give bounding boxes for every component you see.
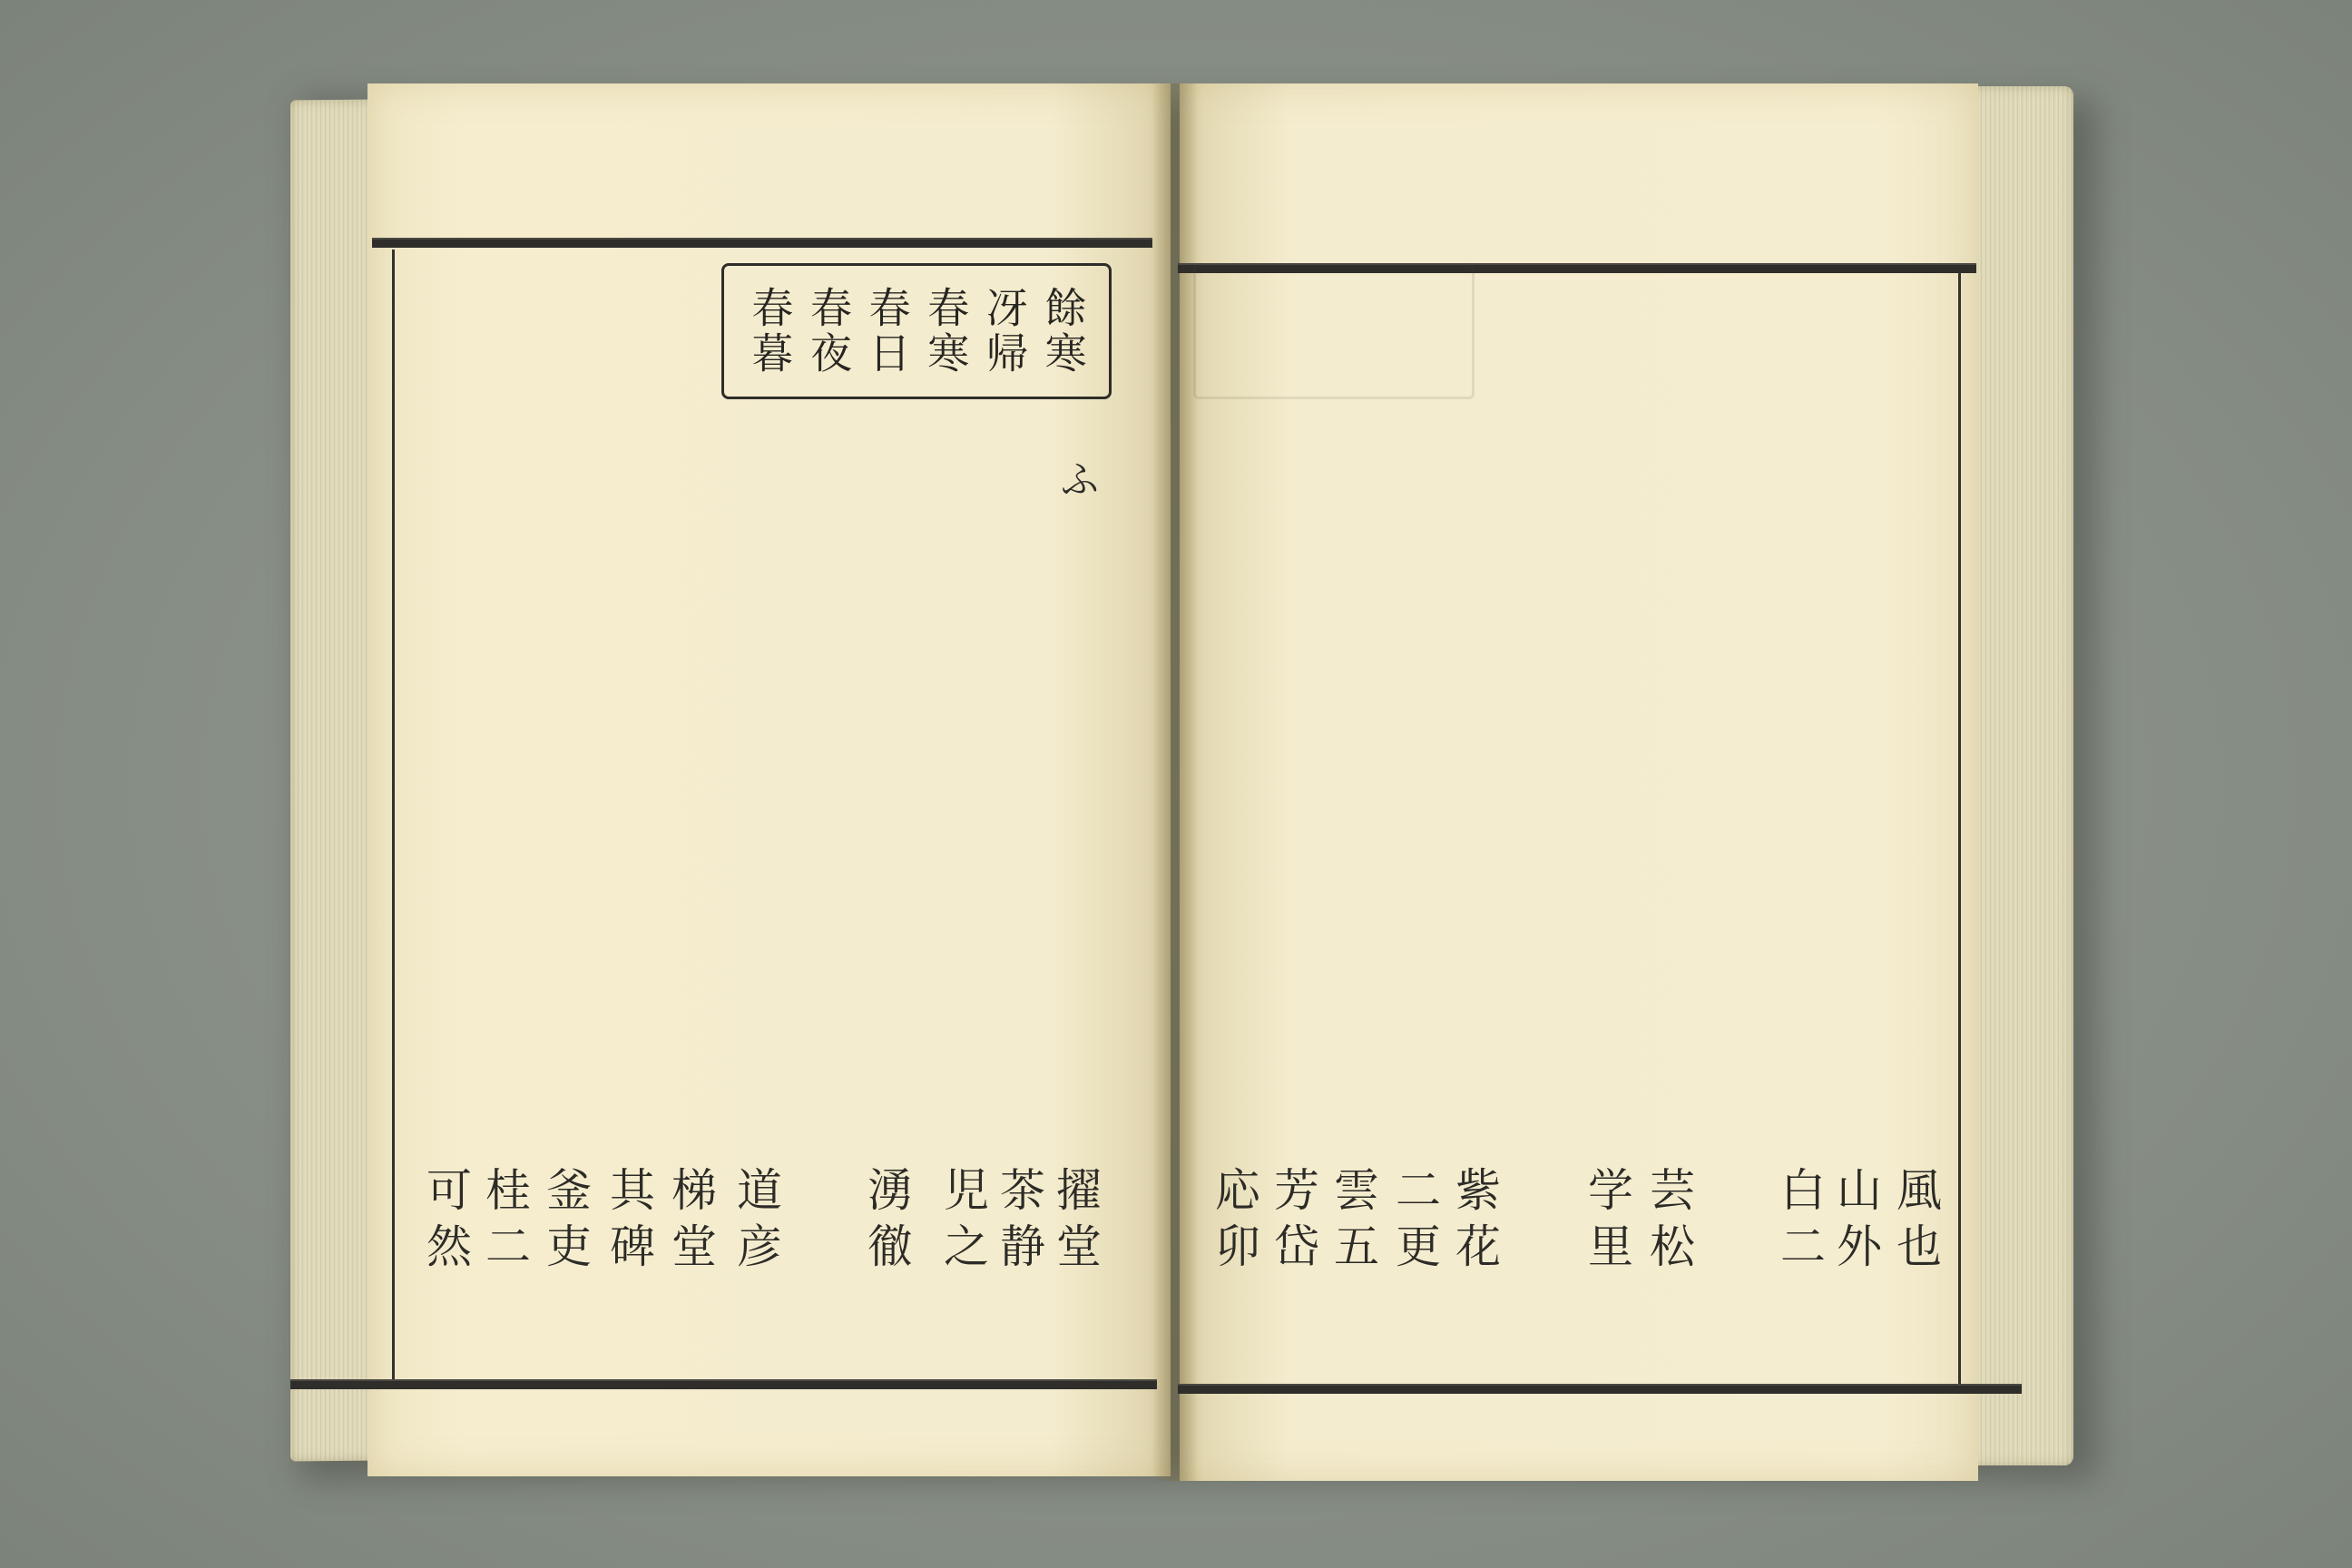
contents-entry: 冴帰: [979, 286, 1029, 377]
author-name: 茶静: [993, 1166, 1045, 1279]
left-page-stack: [290, 100, 377, 1462]
right-page-stack: [1969, 86, 2073, 1465]
author-name: 応卯: [1208, 1166, 1260, 1279]
author-name: 可然: [419, 1166, 472, 1279]
right-bottom-rule: [1178, 1384, 2022, 1394]
author-name: 芸松: [1642, 1166, 1695, 1279]
contents-box: [721, 263, 1112, 399]
contents-entry: 餘寒: [1038, 286, 1088, 377]
contents-entry: 春暮: [745, 286, 795, 377]
author-name: 湧徹: [860, 1166, 913, 1279]
author-name: 擢堂: [1049, 1166, 1102, 1279]
author-name: 風也: [1889, 1166, 1942, 1279]
book-gutter: [1152, 83, 1198, 1481]
author-name: 二更: [1388, 1166, 1441, 1279]
left-top-rule: [372, 238, 1152, 248]
contents-entry: 春日: [862, 286, 912, 377]
author-name: 紫花: [1448, 1166, 1501, 1279]
contents-entry: 春夜: [803, 286, 853, 377]
left-frame-side: [392, 250, 395, 1379]
verse-text: ふ: [1053, 458, 1099, 500]
author-name: 桂二: [478, 1166, 531, 1279]
author-name: 白二: [1773, 1166, 1826, 1279]
show-through-box: [1193, 263, 1475, 399]
author-name: 其碑: [603, 1166, 655, 1279]
author-name: 道彦: [730, 1166, 782, 1279]
author-name: 梯堂: [664, 1166, 717, 1279]
left-bottom-rule: [290, 1379, 1157, 1389]
author-name: 山外: [1829, 1166, 1882, 1279]
author-name: 児之: [936, 1166, 989, 1279]
author-name: 釜吏: [539, 1166, 592, 1279]
author-name: 芳岱: [1267, 1166, 1319, 1279]
contents-entry: 春寒: [921, 286, 971, 377]
author-name: 学里: [1581, 1166, 1633, 1279]
right-frame-side: [1958, 272, 1961, 1384]
author-name: 雲五: [1327, 1166, 1379, 1279]
